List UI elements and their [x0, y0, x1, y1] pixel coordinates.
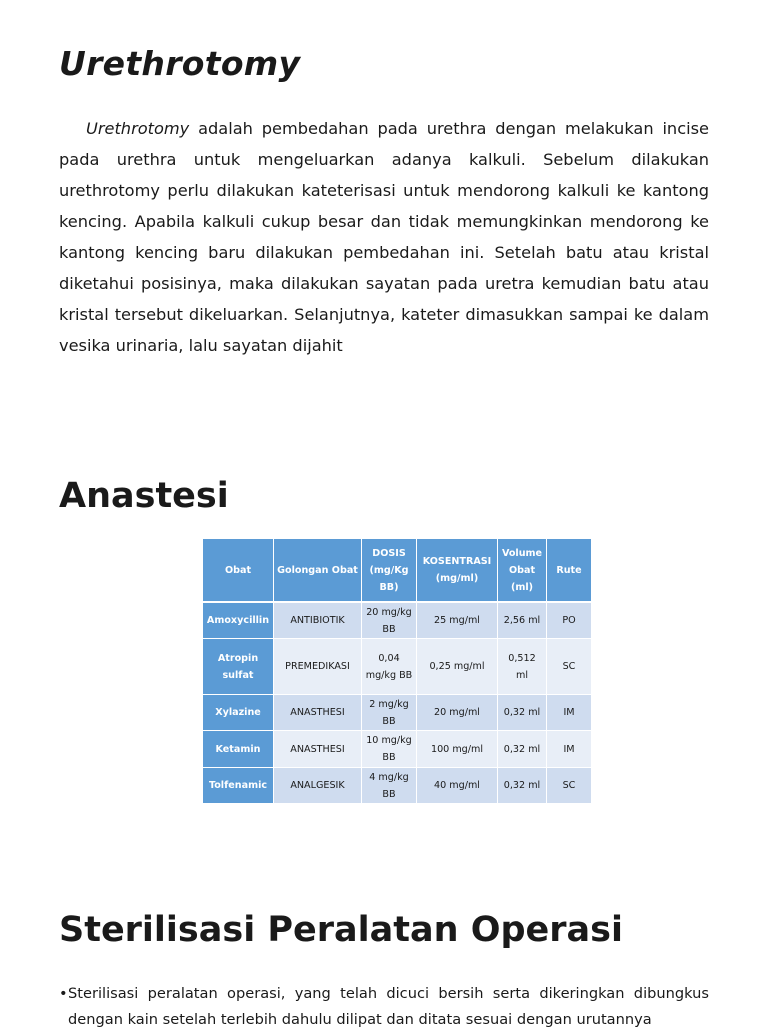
- table-cell: 10 mg/kg BB: [362, 731, 417, 768]
- bullet-dot: •: [59, 985, 68, 1002]
- table-row: [203, 731, 592, 768]
- section-title-anastesi: Anastesi: [59, 476, 229, 516]
- table-cell: 40 mg/ml: [417, 768, 498, 804]
- table-cell: 2,56 ml: [498, 603, 547, 639]
- bullet-item: [59, 981, 709, 1033]
- table-header-cell: Volume Obat (ml): [498, 539, 547, 603]
- table-header-cell: DOSIS (mg/Kg BB): [362, 539, 417, 603]
- table-cell: 20 mg/kg BB: [362, 603, 417, 639]
- table-cell: PO: [547, 603, 592, 639]
- table-row: [203, 695, 592, 731]
- table-cell: IM: [547, 731, 592, 768]
- table-cell: SC: [547, 639, 592, 695]
- table-cell: 100 mg/ml: [417, 731, 498, 768]
- table-cell: 0,04 mg/kg BB: [362, 639, 417, 695]
- table-row: [203, 603, 592, 639]
- table-header-cell: Rute: [547, 539, 592, 603]
- table-cell: 0,32 ml: [498, 731, 547, 768]
- table-row: [203, 639, 592, 695]
- table-cell: IM: [547, 695, 592, 731]
- table-header-cell: Obat: [203, 539, 274, 603]
- table-cell: 0,32 ml: [498, 768, 547, 804]
- section-title-urethrotomy: Urethrotomy: [59, 44, 301, 83]
- table-row: [203, 768, 592, 804]
- table-cell: 4 mg/kg BB: [362, 768, 417, 804]
- table-cell: ANASTHESI: [274, 695, 362, 731]
- bullet-text: Sterilisasi peralatan operasi, yang telah dicuci bersih serta dikeringkan dibungkus dengan kain setelah terlebih dahulu dilipat dan ditata sesuai dengan urutannya: [68, 985, 709, 1028]
- table-cell: 0,512 ml: [498, 639, 547, 695]
- table-cell: 2 mg/kg BB: [362, 695, 417, 731]
- table-cell: 0,25 mg/ml: [417, 639, 498, 695]
- drug-name-cell: Ketamin: [203, 731, 274, 768]
- table-cell: 25 mg/ml: [417, 603, 498, 639]
- table-cell: 0,32 ml: [498, 695, 547, 731]
- table-cell: 20 mg/ml: [417, 695, 498, 731]
- table-header-cell: KOSENTRASI (mg/ml): [417, 539, 498, 603]
- drug-name-cell: Atropin sulfat: [203, 639, 274, 695]
- table-cell: SC: [547, 768, 592, 804]
- drug-name-cell: Tolfenamic: [203, 768, 274, 804]
- table-cell: ANALGESIK: [274, 768, 362, 804]
- paragraph-lead-term: Urethrotomy: [86, 119, 190, 138]
- urethrotomy-paragraph: [59, 113, 709, 361]
- section-title-sterilisasi: Sterilisasi Peralatan Operasi: [59, 910, 623, 950]
- table-cell: ANASTHESI: [274, 731, 362, 768]
- anesthesia-drug-table: [203, 539, 592, 804]
- drug-name-cell: Xylazine: [203, 695, 274, 731]
- table-header-cell: Golongan Obat: [274, 539, 362, 603]
- drug-name-cell: Amoxycillin: [203, 603, 274, 639]
- table-cell: ANTIBIOTIK: [274, 603, 362, 639]
- table-cell: PREMEDIKASI: [274, 639, 362, 695]
- paragraph-body: adalah pembedahan pada urethra dengan melakukan incise pada urethra untuk mengeluarkan adanya kalkuli. Sebelum dilakukan urethrotomy perlu dilakukan kateterisasi untuk mendorong kalkuli ke kantong kencing. Apabila kalkuli cukup besar dan tidak memungkinkan mendorong ke kantong kencing baru dilakukan pembedahan ini. Setelah batu atau kristal diketahui posisinya, maka dilakukan sayatan pada uretra kemudian batu atau kristal tersebut dikeluarkan. Selanjutnya, kateter dimasukkan sampai ke dalam vesika urinaria, lalu sayatan dijahit: [59, 119, 709, 355]
